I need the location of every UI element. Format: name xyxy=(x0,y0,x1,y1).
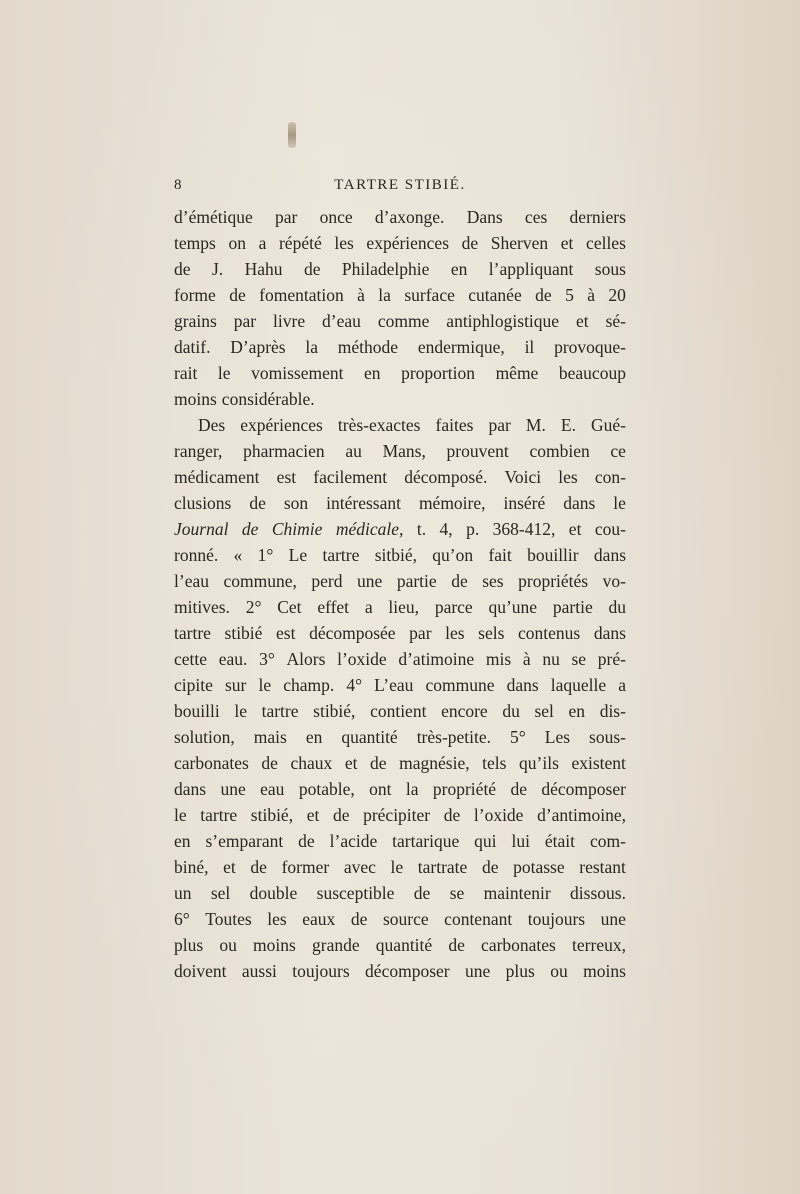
text-line: grains par livre d’eau comme antiphlogistique et sé- xyxy=(174,311,626,331)
text-line: de J. Hahu de Philadelphie en l’appliquant sous xyxy=(174,259,626,279)
text-line: cette eau. 3° Alors l’oxide d’atimoine mis à nu se pré- xyxy=(174,649,626,669)
text-line: Journal de Chimie médicale, t. 4, p. 368-412, et cou- xyxy=(174,519,626,539)
text-line: dans une eau potable, ont la propriété de décomposer xyxy=(174,779,626,799)
text-line: plus ou moins grande quantité de carbonates terreux, xyxy=(174,935,626,955)
text-line: ranger, pharmacien au Mans, prouvent combien ce xyxy=(174,441,626,461)
text-line: ronné. « 1° Le tartre sitbié, qu’on fait bouillir dans xyxy=(174,545,626,565)
running-title: TARTRE STIBIÉ. xyxy=(334,177,466,193)
text-line: le tartre stibié, et de précipiter de l’oxide d’antimoine, xyxy=(174,805,626,825)
text-line: tartre stibié est décomposée par les sels contenus dans xyxy=(174,623,626,643)
page-number: 8 xyxy=(174,177,182,193)
text-line: cipite sur le champ. 4° L’eau commune dans laquelle a xyxy=(174,675,626,695)
text-line: mitives. 2° Cet effet a lieu, parce qu’une partie du xyxy=(174,597,626,617)
text-line: clusions de son intéressant mémoire, inséré dans le xyxy=(174,493,626,513)
page-header xyxy=(174,177,626,199)
text-line: Des expériences très-exactes faites par M. E. Gué- xyxy=(198,415,626,435)
text-line: 6° Toutes les eaux de source contenant toujours une xyxy=(174,909,626,929)
text-line: carbonates de chaux et de magnésie, tels qu’ils existent xyxy=(174,753,626,773)
text-line: temps on a répété les expériences de Sherven et celles xyxy=(174,233,626,253)
text-line: bouilli le tartre stibié, contient encore du sel en dis- xyxy=(174,701,626,721)
text-line: l’eau commune, perd une partie de ses propriétés vo- xyxy=(174,571,626,591)
body-text xyxy=(174,204,626,984)
text-line: forme de fomentation à la surface cutanée de 5 à 20 xyxy=(174,285,626,305)
text-line: moins considérable. xyxy=(174,389,315,409)
text-line: rait le vomissement en proportion même beaucoup xyxy=(174,363,626,383)
text-line: datif. D’après la méthode endermique, il provoque- xyxy=(174,337,626,357)
text-line: doivent aussi toujours décomposer une plus ou moins xyxy=(174,961,626,981)
text-line: d’émétique par once d’axonge. Dans ces derniers xyxy=(174,207,626,227)
text-line: un sel double susceptible de se maintenir dissous. xyxy=(174,883,626,903)
text-line: en s’emparant de l’acide tartarique qui lui était com- xyxy=(174,831,626,851)
text-line: solution, mais en quantité très-petite. 5° Les sous- xyxy=(174,727,626,747)
ink-smudge xyxy=(288,122,296,148)
text-line: biné, et de former avec le tartrate de potasse restant xyxy=(174,857,626,877)
text-line: médicament est facilement décomposé. Voici les con- xyxy=(174,467,626,487)
